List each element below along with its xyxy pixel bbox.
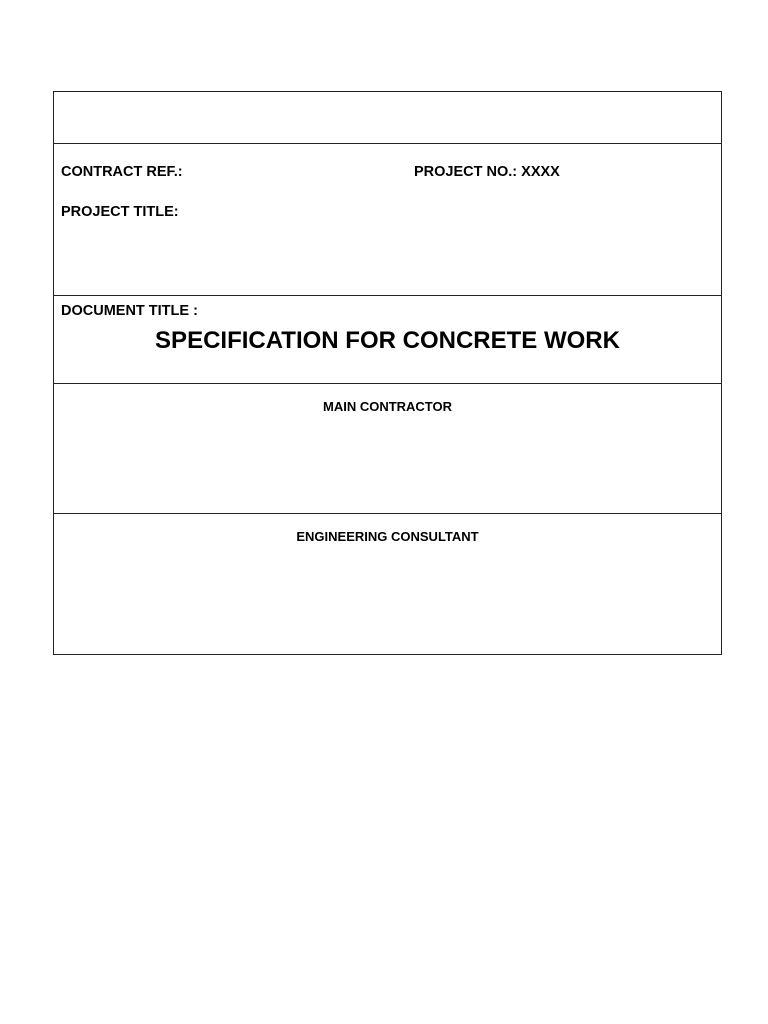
engineering-consultant-row — [54, 513, 721, 654]
project-no-label: PROJECT NO.: XXXX — [414, 164, 560, 180]
header-blank-row — [54, 92, 721, 143]
project-info-row — [54, 143, 721, 295]
document-title-row — [54, 295, 721, 383]
project-title-label: PROJECT TITLE: — [61, 204, 179, 220]
document-title: SPECIFICATION FOR CONCRETE WORK — [155, 327, 620, 354]
engineering-consultant-label: ENGINEERING CONSULTANT — [296, 529, 479, 544]
document-title-label: DOCUMENT TITLE : — [61, 303, 198, 319]
main-contractor-row — [54, 383, 721, 513]
main-contractor-label: MAIN CONTRACTOR — [322, 399, 453, 414]
cover-sheet-table — [53, 91, 722, 655]
contract-ref-label: CONTRACT REF.: — [61, 164, 183, 180]
